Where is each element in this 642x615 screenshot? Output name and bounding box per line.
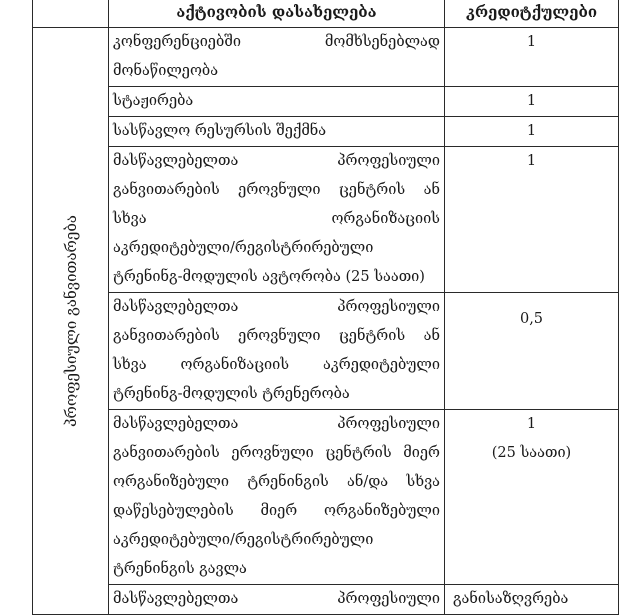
activity-line: სასწავლო რესურსის შექმნა — [113, 123, 327, 139]
category-cell — [33, 28, 109, 615]
activity-cell — [109, 117, 445, 147]
activity-line: მასწავლებელთა პროფესიული — [113, 416, 440, 432]
activity-line: განვითარების ეროვნული ცენტრის მიერ — [113, 445, 440, 461]
credit-cell: 1 — [445, 28, 619, 87]
blank-header-cell — [33, 0, 109, 28]
activity-line: სხვა ორგანიზაციის აკრედიტებული — [113, 357, 440, 373]
activity-column-header: აქტივობის დასახელება — [109, 0, 445, 28]
activity-line: განვითარების ეროვნული ცენტრის ან — [113, 328, 440, 344]
activity-line: ტრენინგის გავლა — [113, 561, 247, 577]
credit-cell: 1 — [445, 117, 619, 147]
table-row — [33, 117, 619, 147]
activity-line: მასწავლებელთა პროფესიული — [113, 153, 440, 169]
credit-cell: 1 — [445, 147, 619, 293]
activity-line: ორგანიზებული ტრენინგის ან/და სხვა — [113, 474, 440, 490]
table-row — [33, 585, 619, 615]
credit-cell: 1 — [445, 87, 619, 117]
table-row — [33, 147, 619, 293]
activity-cell — [109, 28, 445, 87]
credit-note: (25 საათი) — [491, 445, 572, 461]
activity-line: ტრენინგ-მოდულის ტრენერობა — [113, 386, 350, 402]
credits-table — [32, 0, 619, 615]
table-row — [33, 410, 619, 585]
activity-line: აკრედიტებული/რეგისტრირებული — [113, 240, 374, 256]
activity-cell — [109, 147, 445, 293]
activity-line: მასწავლებელთა პროფესიული — [113, 591, 440, 607]
activity-cell — [109, 87, 445, 117]
table-header-row — [33, 0, 619, 28]
activity-line: კონფერენციებში მომხსენებლად — [113, 34, 440, 50]
credits-column-header: კრედიტქულები — [445, 0, 619, 28]
credit-cell — [445, 410, 619, 585]
table-row — [33, 28, 619, 87]
activity-line: სტაჟირება — [113, 93, 194, 109]
category-label: პროფესიული განვითარება — [61, 215, 80, 427]
activity-line: განვითარების ეროვნული ცენტრის ან — [113, 182, 440, 198]
activity-line: მონაწილეობა — [113, 63, 219, 79]
activity-line: მასწავლებელთა პროფესიული — [113, 299, 440, 315]
credit-value: 0,5 — [519, 311, 544, 327]
activity-line: სხვა ორგანიზაციის — [113, 211, 440, 227]
credit-cell: განისაზღვრება — [445, 585, 619, 615]
activity-line: დაწესებულების მიერ ორგანიზებული — [113, 503, 440, 519]
credit-cell — [445, 293, 619, 410]
activity-cell — [109, 293, 445, 410]
activity-cell — [109, 585, 445, 615]
table-row — [33, 87, 619, 117]
activity-line: ტრენინგ-მოდულის ავტორობა (25 საათი) — [113, 269, 425, 285]
activity-cell — [109, 410, 445, 585]
table-row — [33, 293, 619, 410]
activity-line: აკრედიტებული/რეგისტრირებული — [113, 532, 374, 548]
credit-value: 1 — [526, 416, 537, 432]
